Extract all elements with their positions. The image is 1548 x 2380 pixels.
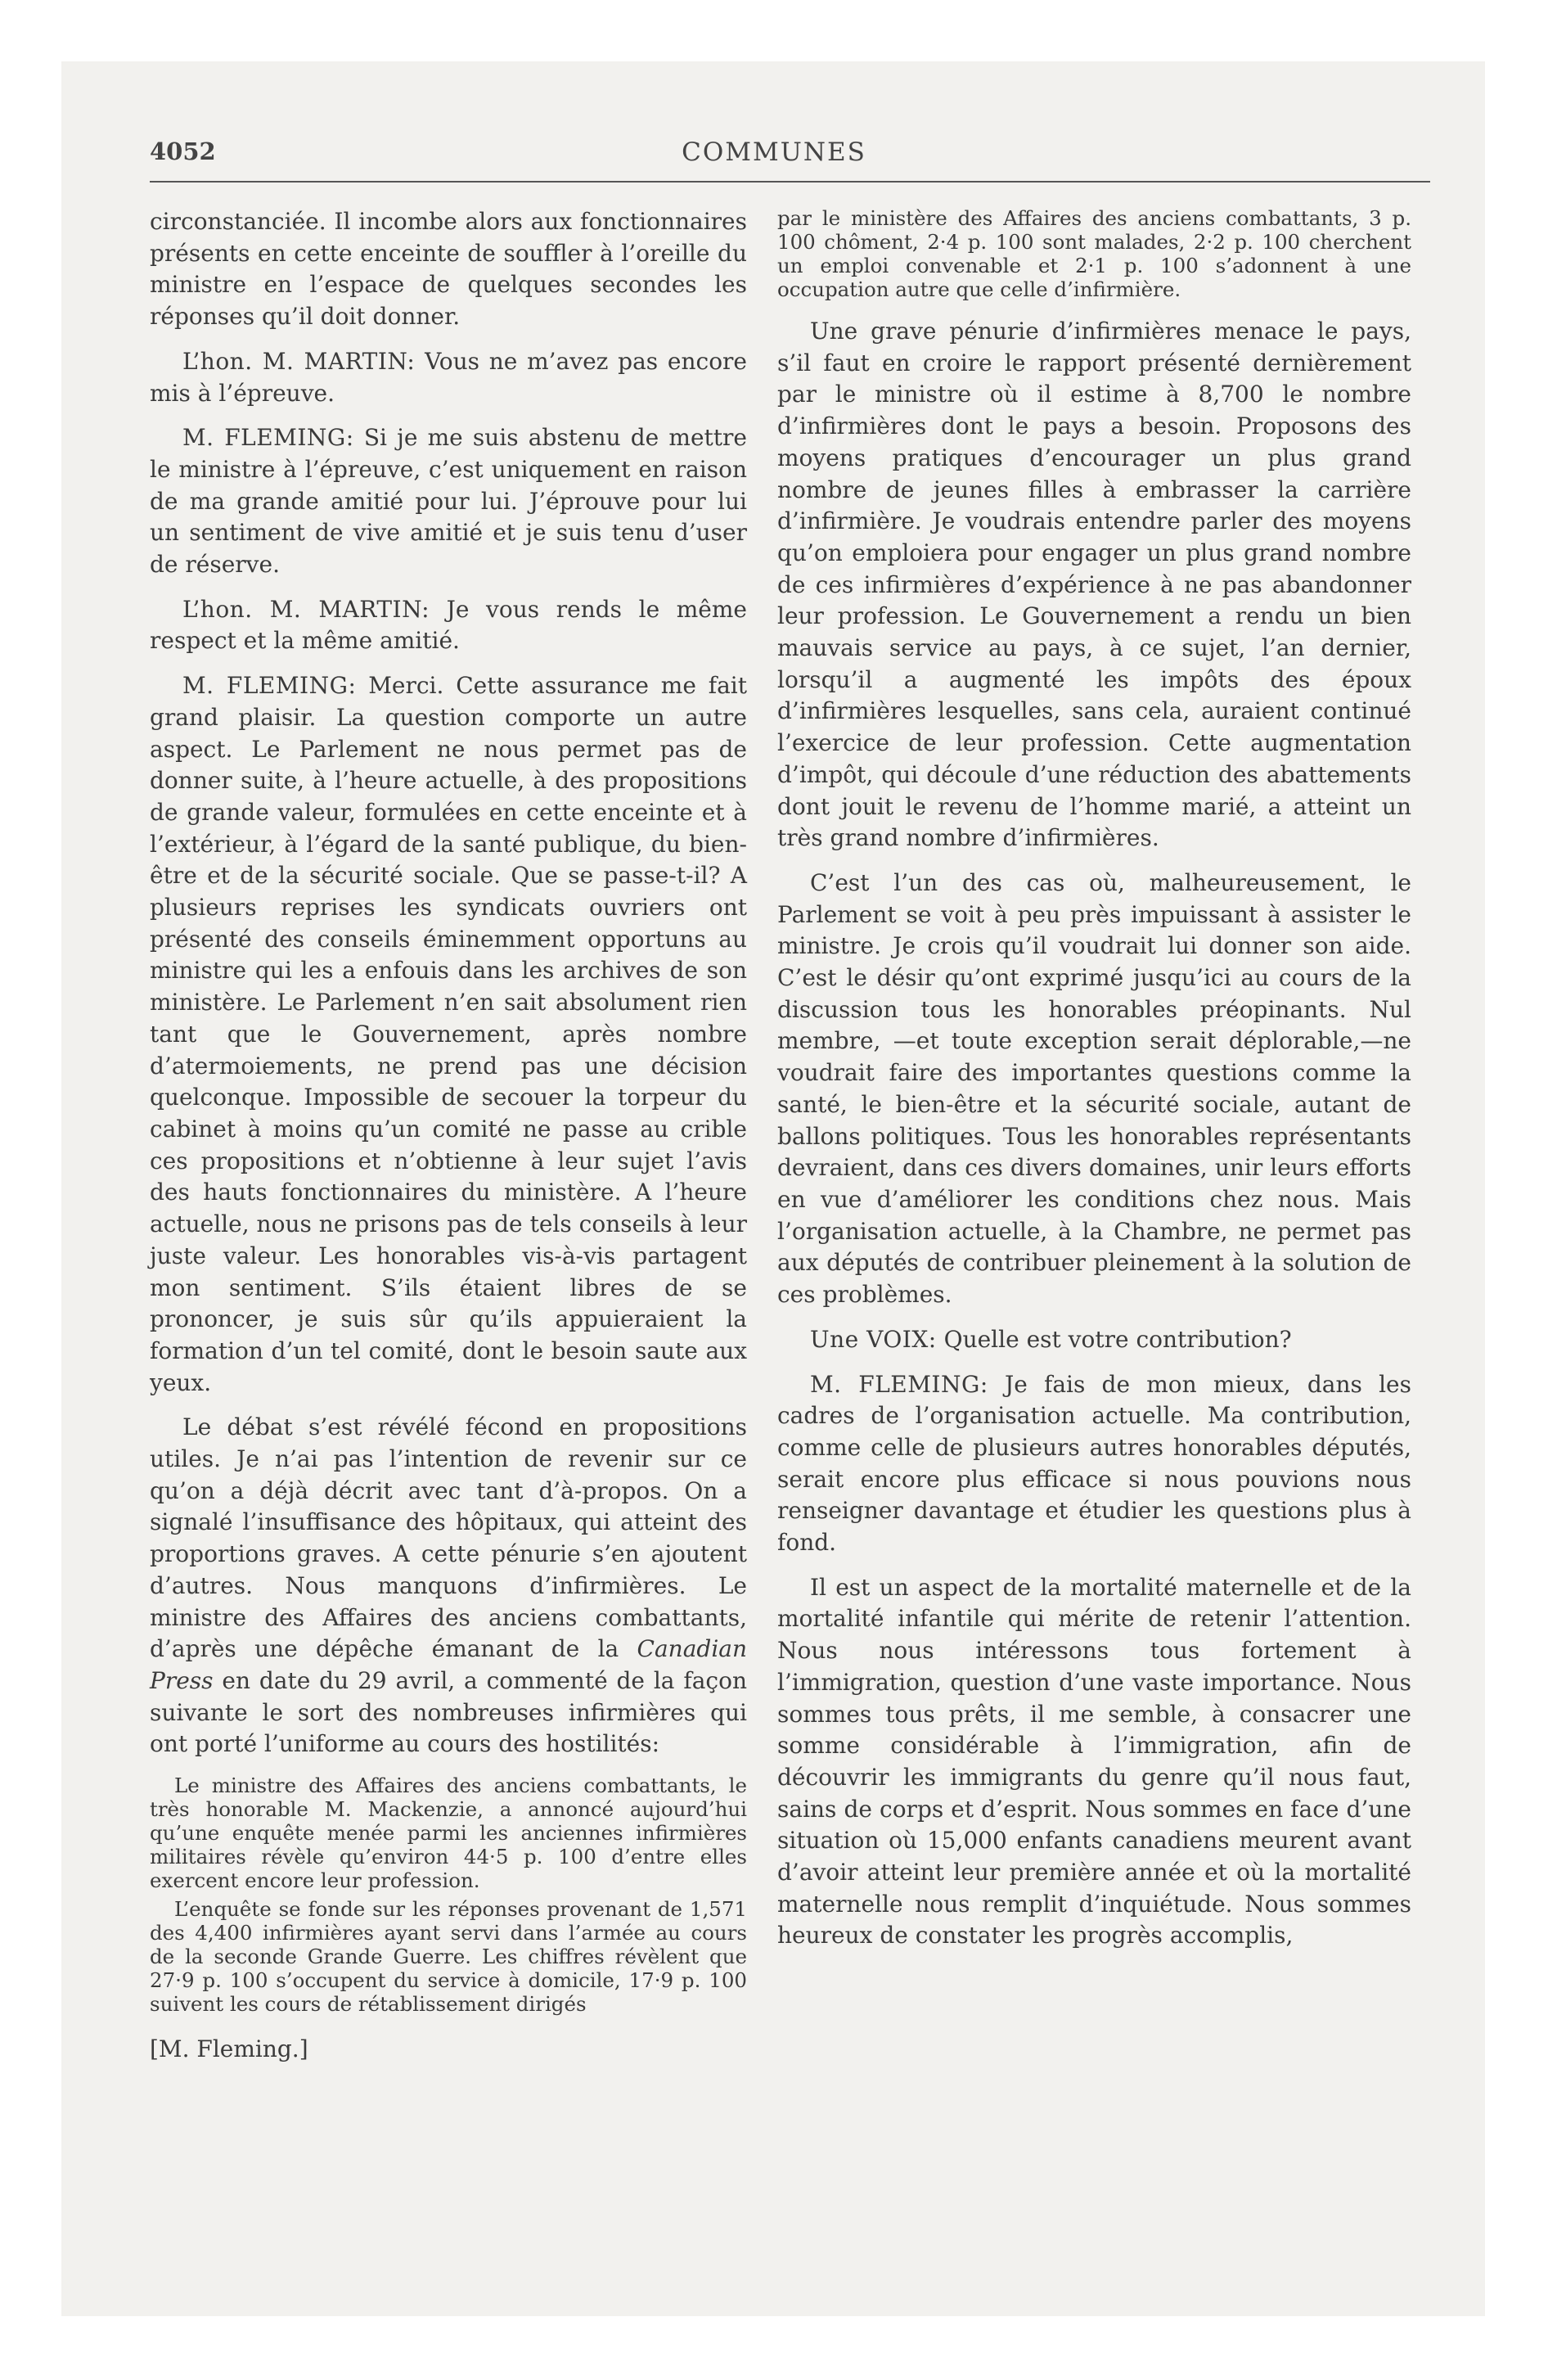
paragraph: circonstanciée. Il incombe alors aux fonctionnaires présents en cette enceinte de souffler à l’oreille du ministre en l’espace de quelques secondes les réponses qu’il doit donner. [150,208,747,331]
quoted-excerpt: Le ministre des Affaires des anciens combattants, le très honorable M. Mackenzie, a annoncé aujourd’hui qu’une enquête menée parmi les anciennes infirmières militaires révèle qu’environ 44·5 p. 100 d’entre elles exercent encore leur profession. [150,1774,747,1893]
text-run: Le débat s’est révélé fécond en propositions utiles. Je n’ai pas l’intention de revenir sur ce qu’on a déjà décrit avec tant d’à-propos. On a signalé l’insuffisance des hôpitaux, qui atteint des proportions graves. A cette pénurie s’en ajoutent d’autres. Nous manquons d’infirmières. Le ministre des Affaires des anciens combattants, d’après une dépêche émanant de la [150,1413,747,1663]
speaker-signature: [M. Fleming.] [150,2035,308,2063]
speech-text: Je fais de mon mieux, dans les cadres de l’organisation actuelle. Ma contribution, comme celle de plusieurs autres honorables députés, serait encore plus efficace si nous pouvions nous renseigner davantage et étudier les questions plus à fond. [777,1370,1411,1557]
left-column [150,206,747,2079]
speech-text: Si je me suis abstenu de mettre le ministre à l’épreuve, c’est uniquement en raison de ma grande amitié pour lui. J’éprouve pour lui un sentiment de vive amitié et je suis tenu d’user de réserve. [150,424,747,579]
page-number: 4052 [150,137,216,165]
speech-text: Je vous rends le même respect et la même amitié. [150,595,747,655]
paragraph [777,1369,1411,1559]
speaker-name: M. FLEMING: [182,672,357,700]
text-run: en date du 29 avril, a commenté de la façon suivante le sort des nombreuses infirmières qui ont porté l’uniforme au cours des hostilités: [150,1666,747,1758]
paragraph [777,1324,1411,1356]
speaker-name: Une VOIX: [810,1325,937,1353]
speech-text: Vous ne m’avez pas encore mis à l’épreuve. [150,347,748,407]
right-column [777,206,1411,1965]
paragraph: Une grave pénurie d’infirmières menace le pays, s’il faut en croire le rapport présenté dernièrement par le ministre où il estime à 8,700 le nombre d’infirmières dont le pays a besoin. Proposons des moyens pratiques d’encourager un plus grand nombre de jeunes filles à embrasser la carrière d’infirmière. Je voudrais entendre parler des moyens qu’on emploiera pour engager un plus grand nombre de ces infirmières d’expérience à ne pas abandonner leur profession. Le Gouvernement a rendu un bien mauvais service au pays, à ce sujet, l’an dernier, lorsqu’il a augmenté les impôts des époux d’infirmières lesquelles, sans cela, auraient continué l’exercice de leur profession. Cette augmentation d’impôt, qui découle d’une réduction des abattements dont jouit le revenu de l’homme marié, a atteint un très grand nombre d’infirmières. [777,318,1411,852]
speaker-name: M. FLEMING: [182,424,354,452]
running-header: COMMUNES [682,137,866,167]
speaker-name: M. FLEMING: [810,1370,988,1398]
speaker-name: L’hon. M. MARTIN: [182,347,416,375]
quoted-excerpt: par le ministère des Affaires des anciens combattants, 3 p. 100 chôment, 2·4 p. 100 sont malades, 2·2 p. 100 cherchent un emploi convenable et 2·1 p. 100 s’adonnent à une occupation autre que celle d’infirmière. [777,206,1411,301]
paragraph [150,594,747,657]
speaker-name: L’hon. M. MARTIN: [182,595,430,623]
paragraph [150,422,747,581]
speech-text: Quelle est votre contribution? [943,1325,1292,1353]
paragraph [150,670,747,1399]
italic-source-name: Canadian Press [150,1635,747,1694]
quoted-excerpt: L’enquête se fonde sur les réponses provenant de 1,571 des 4,400 infirmières ayant servi dans l’armée au cours de la seconde Grande Guerre. Les chiffres révèlent que 27·9 p. 100 s’occupent du service à domicile, 17·9 p. 100 suivent les cours de rétablissement dirigés [150,1897,747,2017]
speech-text: Merci. Cette assurance me fait grand plaisir. La question comporte un autre aspect. Le Parlement ne nous permet pas de donner suite, à l’heure actuelle, à des propositions de grande valeur, formulées en cette enceinte et à l’extérieur, à l’égard de la santé publique, du bien-être et de la sécurité sociale. Que se passe-t-il? A plusieurs reprises les syndicats ouvriers ont présenté des conseils éminemment opportuns au ministre qui les a enfouis dans les archives de son ministère. Le Parlement n’en sait absolument rien tant que le Gouvernement, après nombre d’atermoiements, ne prend pas une décision quelconque. Impossible de secouer la torpeur du cabinet à moins qu’un comité ne passe au crible ces propositions et n’obtienne à leur sujet l’avis des hauts fonctionnaires du ministère. A l’heure actuelle, nous ne prisons pas de tels conseils à leur juste valeur. Les honorables vis-à-vis partagent mon sentiment. S’ils étaient libres de se prononcer, je suis sûr qu’ils appuieraient la formation d’un tel comité, dont le besoin saute aux yeux. [150,672,748,1396]
paragraph [150,346,747,409]
paragraph [150,1412,747,1760]
header-rule [150,181,1430,183]
paragraph: C’est l’un des cas où, malheureusement, le Parlement se voit à peu près impuissant à assister le ministre. Je crois qu’il voudrait lui donner son aide. C’est le désir qu’ont exprimé jusqu’ici au cours de la discussion tous les honorables préopinants. Nul membre, —et toute exception serait déplorable,—ne voudrait faire des importantes questions comme la santé, le bien-être et la sécurité sociale, autant de ballons politiques. Tous les honorables représentants devraient, dans ces divers domaines, unir leurs efforts en vue d’améliorer les conditions chez nous. Mais l’organisation actuelle, à la Chambre, ne permet pas aux députés de contribuer pleinement à la solution de ces problèmes. [777,868,1411,1309]
paragraph: Il est un aspect de la mortalité maternelle et de la mortalité infantile qui mérite de retenir l’attention. Nous nous intéressons tous fortement à l’immigration, question d’une vaste importance. Nous sommes tous prêts, il me semble, à consacrer une somme considérable à l’immigration, afin de découvrir les immigrants du genre qu’il nous faut, sains de corps et d’esprit. Nous sommes en face d’une situation où 15,000 enfants canadiens meurent avant d’avoir atteint leur première année et où la mortalité maternelle nous remplit d’inquiétude. Nous sommes heureux de constater les progrès accomplis, [777,1573,1411,1950]
